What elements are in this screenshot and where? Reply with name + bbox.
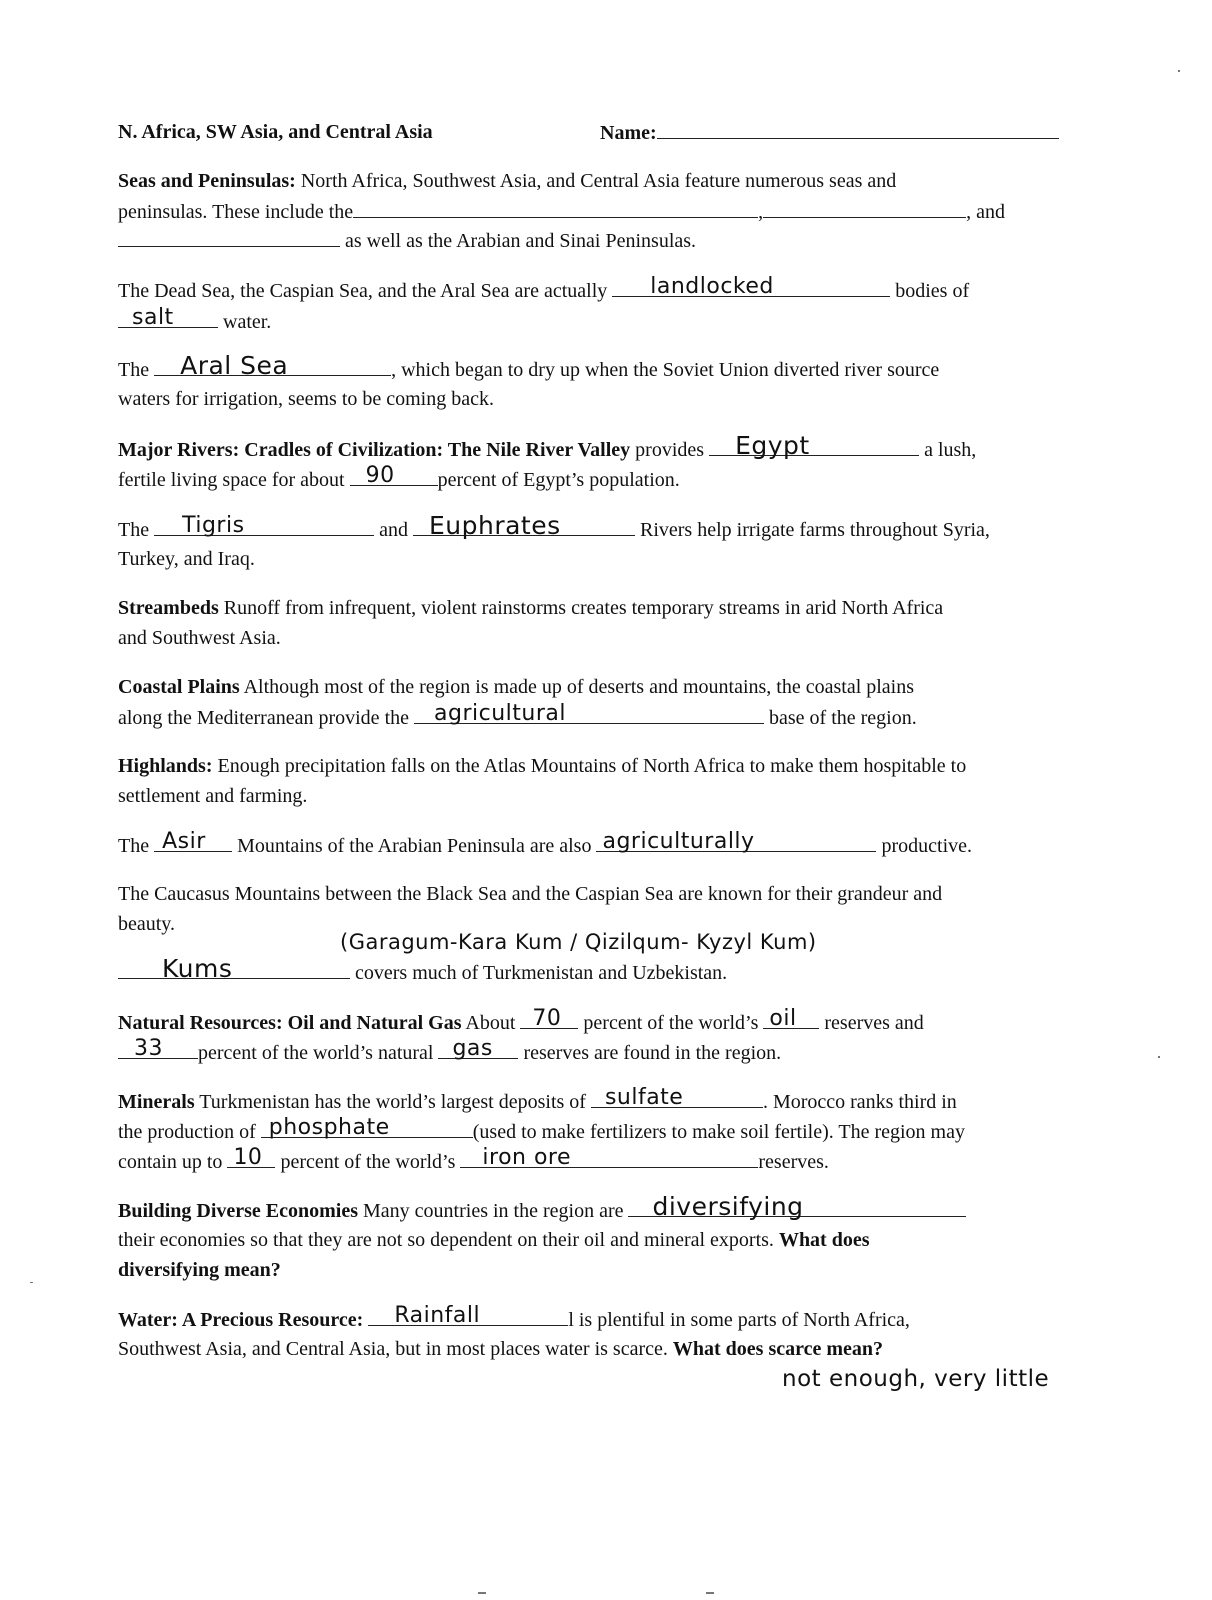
seas-line-1: Seas and Peninsulas: North Africa, Southwest Asia, and Central Asia feature numerous seas and	[118, 170, 897, 192]
minerals-heading: Minerals	[118, 1091, 195, 1113]
percent-blank[interactable]	[350, 463, 438, 488]
streambeds-line-1: Streambeds Runoff from infrequent, violent rainstorms creates temporary streams in arid North Africa	[118, 597, 944, 619]
phosphate-blank[interactable]	[261, 1115, 473, 1140]
name-field[interactable]	[657, 120, 1059, 139]
rivers-heading: Major Rivers: Cradles of Civilization: The Nile River Valley	[118, 439, 631, 461]
economies-line-2: their economies so that they are not so dependent on their oil and mineral exports. What does	[118, 1229, 870, 1251]
answer-euphrates: Euphrates	[428, 511, 561, 540]
worksheet-header	[118, 120, 433, 144]
highlands-line-2: settlement and farming.	[118, 785, 308, 807]
dead-sea-line-2: salt water.	[118, 309, 271, 334]
aral-line-2: waters for irrigation, seems to be coming back.	[118, 388, 494, 410]
streambeds-line-2: and Southwest Asia.	[118, 627, 281, 649]
resources-heading: Natural Resources: Oil and Natural Gas	[118, 1012, 462, 1034]
water-heading: Water: A Precious Resource:	[118, 1309, 364, 1331]
caucasus-line-3: Kums covers much of Turkmenistan and Uzbekistan.	[118, 960, 727, 985]
answer-agricultural: agricultural	[434, 701, 566, 726]
seas-line-3: as well as the Arabian and Sinai Peninsulas.	[118, 228, 696, 253]
answer-33: 33	[134, 1036, 163, 1061]
answer-diversifying: diversifying	[652, 1192, 804, 1221]
answer-salt: salt	[132, 305, 174, 330]
answer-tigris: Tigris	[182, 513, 245, 538]
tigris-line-2: Turkey, and Iraq.	[118, 548, 255, 570]
answer-10: 10	[233, 1145, 263, 1170]
highlands-line-1: Highlands: Enough precipitation falls on the Atlas Mountains of North Africa to make them hospitable to	[118, 755, 967, 777]
scan-speck	[706, 1592, 714, 1594]
economies-heading: Building Diverse Economies	[118, 1200, 359, 1222]
scarce-question: What does scarce mean?	[672, 1338, 884, 1360]
euphrates-blank[interactable]	[413, 511, 635, 540]
answer-phosphate: phosphate	[268, 1115, 390, 1140]
answer-iron-ore: iron ore	[482, 1145, 572, 1170]
economies-line-1: Building Diverse Economies Many countries in the region are diversifying	[118, 1198, 966, 1223]
aral-blank[interactable]	[154, 351, 391, 380]
answer-oil: oil	[769, 1006, 797, 1031]
seas-blank-1[interactable]	[353, 199, 758, 218]
answer-sulfate: sulfate	[604, 1085, 684, 1110]
rainfall-blank[interactable]	[368, 1303, 568, 1328]
name-row	[600, 120, 1059, 145]
water-line-2: Southwest Asia, and Central Asia, but in most places water is scarce. What does scarce mean?	[118, 1338, 884, 1360]
minerals-line-3: contain up to 10 percent of the world’s iron ore reserves.	[118, 1145, 829, 1173]
coastal-line-2: along the Mediterranean provide the agricultural base of the region.	[118, 701, 917, 729]
answer-kums: Kums	[162, 954, 233, 983]
minerals-line-2: the production of phosphate (used to make fertilizers to make soil fertile). The region may	[118, 1115, 965, 1143]
dead-sea-line-1: The Dead Sea, the Caspian Sea, and the Aral Sea are actually landlocked bodies of	[118, 274, 970, 302]
diversifying-question-2: diversifying mean?	[118, 1259, 281, 1281]
seas-blank-3[interactable]	[118, 228, 340, 247]
caucasus-line-2: beauty.	[118, 913, 176, 935]
iron-percent-blank[interactable]	[227, 1145, 275, 1170]
gas-percent-blank[interactable]	[118, 1036, 198, 1061]
answer-landlocked: landlocked	[650, 274, 774, 299]
resources-line-1: Natural Resources: Oil and Natural Gas About 70 percent of the world’s oil reserves and	[118, 1006, 924, 1034]
coastal-line-1: Coastal Plains Although most of the region is made up of deserts and mountains, the coastal plains	[118, 676, 915, 698]
asir-blank[interactable]	[154, 829, 232, 854]
answer-gas: gas	[452, 1036, 493, 1061]
seas-blank-2[interactable]	[763, 199, 966, 218]
egypt-blank[interactable]	[709, 431, 919, 460]
iron-ore-blank[interactable]	[460, 1145, 758, 1170]
worksheet-title: N. Africa, SW Asia, and Central Asia	[118, 121, 433, 143]
kums-blank[interactable]	[118, 954, 350, 983]
gas-blank[interactable]	[438, 1036, 518, 1061]
answer-90: 90	[365, 463, 395, 488]
scan-speck	[1158, 1056, 1160, 1058]
answer-rainfall: Rainfall	[394, 1303, 481, 1328]
rivers-line-2: fertile living space for about 90 percent of Egypt’s population.	[118, 463, 680, 491]
asir-line: The Asir Mountains of the Arabian Peninsula are also agriculturally productive.	[118, 829, 972, 857]
caucasus-line-1: The Caucasus Mountains between the Black Sea and the Caspian Sea are known for their grandeur and	[118, 883, 943, 905]
name-label: Name:	[600, 122, 657, 144]
streambeds-heading: Streambeds	[118, 597, 219, 619]
sulfate-blank[interactable]	[591, 1085, 763, 1110]
answer-70: 70	[532, 1006, 562, 1031]
tigris-blank[interactable]	[154, 513, 374, 538]
answer-scarce: not enough, very little	[782, 1366, 1050, 1392]
answer-asir: Asir	[162, 829, 206, 854]
minerals-line-1: Minerals Turkmenistan has the world’s largest deposits of sulfate . Morocco ranks third in	[118, 1085, 957, 1113]
economies-line-3	[118, 1258, 281, 1282]
rivers-line-1: Major Rivers: Cradles of Civilization: The Nile River Valley provides Egypt a lush,	[118, 431, 977, 461]
agricultural-blank[interactable]	[414, 701, 764, 726]
water-line-1: Water: A Precious Resource: Rainfall l is plentiful in some parts of North Africa,	[118, 1303, 910, 1331]
deserts-note: (Garagum-Kara Kum / Qizilqum- Kyzyl Kum)	[340, 930, 817, 954]
seas-line-2: peninsulas. These include the , , and	[118, 201, 1006, 223]
agriculturally-blank[interactable]	[596, 829, 876, 854]
coastal-heading: Coastal Plains	[118, 676, 240, 698]
aral-line-1: The Aral Sea , which began to dry up when the Soviet Union diverted river source	[118, 351, 940, 381]
oil-blank[interactable]	[763, 1006, 819, 1031]
highlands-heading: Highlands:	[118, 755, 213, 777]
scan-speck	[30, 1282, 33, 1283]
resources-line-2: 33 percent of the world’s natural gas reserves are found in the region.	[118, 1040, 781, 1065]
diversifying-blank[interactable]	[628, 1192, 966, 1221]
diversifying-question: What does	[778, 1229, 870, 1251]
answer-aral-sea: Aral Sea	[180, 351, 289, 380]
seas-heading: Seas and Peninsulas:	[118, 170, 296, 192]
tigris-line-1: The Tigris and Euphrates Rivers help irrigate farms throughout Syria,	[118, 511, 990, 541]
oil-percent-blank[interactable]	[520, 1006, 578, 1031]
answer-agriculturally: agriculturally	[602, 829, 755, 854]
answer-egypt: Egypt	[735, 431, 810, 460]
scan-speck	[478, 1592, 486, 1594]
scan-speck	[1178, 70, 1180, 72]
landlocked-blank[interactable]	[612, 274, 890, 299]
